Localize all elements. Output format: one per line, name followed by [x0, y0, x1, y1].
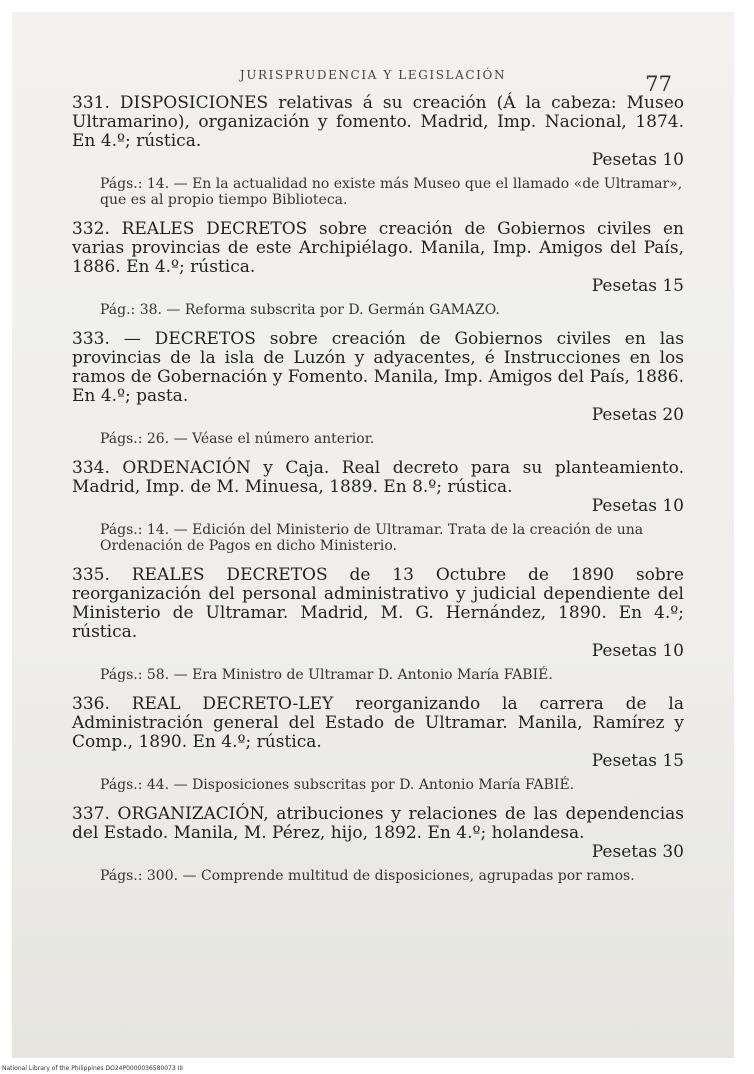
entry-note: Págs.: 300. — Comprende multitud de disposiciones, agrupadas por ramos.	[100, 868, 635, 884]
entry-335	[72, 566, 684, 683]
entry-price: Pesetas 10	[591, 150, 684, 170]
book-page	[12, 12, 734, 1058]
entry-note: Págs.: 14. — Edición del Ministerio de Ultramar. Trata de la creación de una Ordenación de Pagos en dicho Ministerio.	[100, 522, 644, 554]
entry-price: Pesetas 20	[591, 405, 684, 425]
entry-price: Pesetas 15	[591, 751, 684, 771]
entry-price: Pesetas 15	[591, 276, 684, 296]
entry-price: Pesetas 10	[591, 641, 684, 661]
entry-text: 335. REALES DECRETOS de 13 Octubre de 1890 sobre reorganización del personal administrativo y judicial dependiente del Ministerio de Ultramar. Madrid, M. G. Hernández, 1890. En 4.º; rústica.	[72, 565, 684, 642]
entry-text: 336. REAL DECRETO-LEY reorganizando la carrera de la Administración general del Estado de Ultramar. Manila, Ramírez y Comp., 1890. En 4.º; rústica.	[72, 694, 684, 752]
bibliography-entries	[72, 94, 684, 896]
entry-332	[72, 220, 684, 318]
digitization-credit: National Library of the Philippines DO24P0000036580073 III	[2, 1065, 183, 1072]
entry-331	[72, 94, 684, 208]
entry-text: 337. ORGANIZACIÓN, atribuciones y relaciones de las dependencias del Estado. Manila, M. Pérez, hijo, 1892. En 4.º; holandesa.	[72, 804, 684, 843]
page-number: 77	[645, 72, 672, 96]
entry-text: 331. DISPOSICIONES relativas á su creación (Á la cabeza: Museo Ultramarino), organización y fomento. Madrid, Imp. Nacional, 1874. En 4.º; rústica.	[72, 93, 684, 151]
entry-334	[72, 459, 684, 554]
entry-note: Págs.: 14. — En la actualidad no existe más Museo que el llamado «de Ultramar», que es al propio tiempo Biblioteca.	[100, 176, 683, 208]
entry-note: Págs.: 58. — Era Ministro de Ultramar D. Antonio María FABIÉ.	[100, 667, 553, 683]
entry-price: Pesetas 10	[591, 496, 684, 516]
entry-337	[72, 805, 684, 884]
entry-note: Págs.: 44. — Disposiciones subscritas por D. Antonio María FABIÉ.	[100, 777, 575, 793]
running-head: JURISPRUDENCIA Y LEGISLACIÓN	[239, 68, 507, 82]
entry-text: 334. ORDENACIÓN y Caja. Real decreto para su planteamiento. Madrid, Imp. de M. Minuesa, 1889. En 8.º; rústica.	[72, 458, 684, 497]
entry-336	[72, 695, 684, 793]
entry-text: 332. REALES DECRETOS sobre creación de Gobiernos civiles en varias provincias de este Archipiélago. Manila, Imp. Amigos del País, 1886. En 4.º; rústica.	[72, 219, 684, 277]
entry-price: Pesetas 30	[591, 842, 684, 862]
entry-333	[72, 330, 684, 447]
entry-note: Pág.: 38. — Reforma subscrita por D. Germán GAMAZO.	[100, 302, 500, 318]
entry-note: Págs.: 26. — Véase el número anterior.	[100, 431, 375, 447]
entry-text: 333. — DECRETOS sobre creación de Gobiernos civiles en las provincias de la isla de Luzón y adyacentes, é Instrucciones en los ramos de Gobernación y Fomento. Manila, Imp. Amigos del País, 1886. En 4.º; pasta.	[72, 329, 684, 406]
